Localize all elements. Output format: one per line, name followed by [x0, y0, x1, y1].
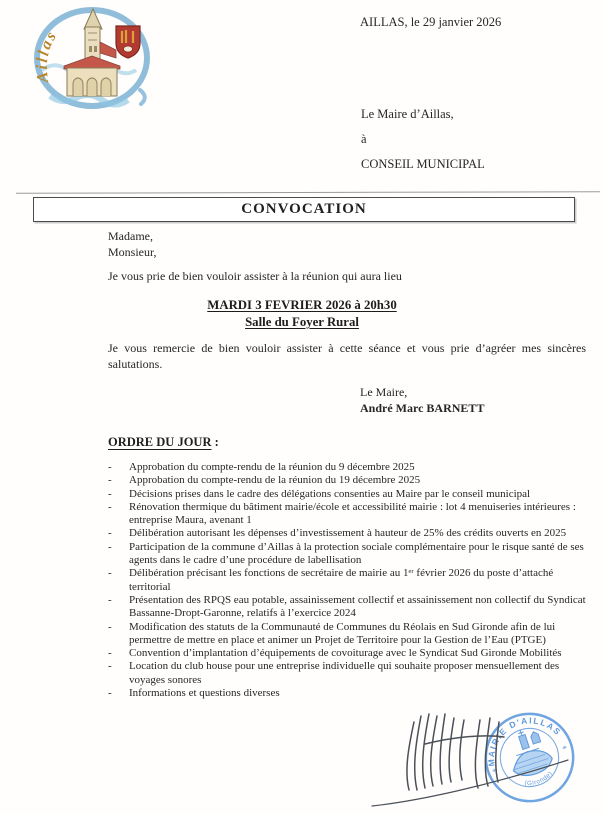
stamp-star-right: *	[561, 743, 570, 756]
agenda-item: - Délibération autorisant les dépenses d’investissement à hauteur de 25% des crédits ouverts en 2025	[108, 527, 567, 540]
stamp-bottom-text: (Gironde)	[524, 770, 555, 788]
agenda-item: - Participation de la commune d’Aillas à la protection sociale complémentaire pour le risque santé de ses agents dans le cadre d’une procédure de labellisation	[108, 540, 584, 567]
agenda-heading-text: ORDRE DU JOUR	[108, 435, 212, 449]
signatory-block	[360, 384, 484, 416]
agenda-item: - Location du club house pour une entreprise individuelle qui souhaite proposer mensuellement des voyages sonores	[108, 660, 560, 686]
meeting-details	[0, 297, 604, 331]
meeting-datetime: MARDI 3 FEVRIER 2026 à 20h30	[207, 298, 397, 312]
list-dash: -	[108, 687, 112, 700]
logo-shield	[116, 26, 140, 58]
salutation-monsieur: Monsieur,	[108, 245, 157, 259]
meeting-location: Salle du Foyer Rural	[245, 315, 359, 329]
salutation-block	[108, 228, 157, 260]
recipient-block	[361, 106, 485, 181]
commune-logo	[26, 6, 158, 114]
salutation-madame: Madame,	[108, 229, 153, 243]
agenda-item: - Modification des statuts de la Communauté de Communes du Réolais en Sud Gironde afin de lui permettre de mettre en place et animer un Projet de Territoire pour la Gestion de l’Eau (PTGE)	[108, 620, 556, 646]
list-dash: -	[108, 474, 112, 487]
mayor-signature	[368, 700, 586, 812]
scan-artifact-line	[16, 191, 600, 194]
list-dash: -	[108, 527, 112, 540]
agenda-item: - Délibération précisant les fonctions de secrétaire de mairie au 1ᵉʳ février 2026 du poste d’attaché territorial	[108, 567, 554, 593]
recipient-to: à	[361, 132, 367, 146]
agenda-heading-colon: :	[211, 435, 219, 449]
list-dash: -	[108, 593, 112, 606]
letter-date: AILLAS, le 29 janvier 2026	[360, 15, 502, 29]
list-dash: -	[108, 660, 112, 673]
agenda-item: - Présentation des RPQS eau potable, assainissement collectif et assainissement non collectif du Syndicat Bassanne-Dropt-Garonne, relatifs à l’exercice 2024	[108, 593, 586, 620]
closing-paragraph: Je vous remercie de bien vouloir assister à cette séance et vous prie d’agréer mes sincères salutations.	[108, 341, 586, 371]
list-dash: -	[108, 461, 112, 473]
agenda-item: - Approbation du compte-rendu de la réunion du 19 décembre 2025	[108, 474, 421, 487]
agenda-item: - Rénovation thermique du bâtiment mairie/école et accessibilité mairie : lot 4 menuiseries intérieures : entreprise Maura, avenant 1	[108, 500, 576, 527]
agenda-item: - Décisions prises dans le cadre des délégations consenties au Maire par le conseil municipal	[108, 487, 531, 500]
agenda-item: - Convention d’implantation d’équipements de covoiturage avec le Syndicat Sud Gironde Mobilités	[108, 647, 562, 660]
signatory-title: Le Maire,	[360, 385, 408, 399]
list-dash: -	[108, 620, 112, 633]
list-dash: -	[108, 567, 112, 580]
agenda-heading	[108, 435, 219, 450]
logo-church-roof	[64, 56, 120, 69]
intro-paragraph: Je vous prie de bien vouloir assister à la réunion qui aura lieu	[108, 269, 402, 283]
list-dash: -	[108, 500, 112, 513]
stamp-top-text: MAIRIE D'AILLAS	[486, 715, 564, 767]
agenda-list	[108, 461, 586, 700]
list-dash: -	[108, 540, 112, 553]
agenda-item: - Informations et questions diverses	[108, 687, 280, 700]
list-dash: -	[108, 487, 112, 500]
logo-name-text: Aillas	[33, 27, 61, 84]
list-dash: -	[108, 647, 112, 660]
convocation-title-box	[33, 197, 575, 222]
agenda-item: - Approbation du compte-rendu de la réunion du 9 décembre 2025	[108, 461, 415, 473]
signatory-name: André Marc BARNETT	[360, 401, 485, 415]
recipient-addressee: CONSEIL MUNICIPAL	[361, 157, 485, 171]
stamp-star-left: *	[491, 766, 500, 779]
recipient-sender: Le Maire d’Aillas,	[361, 107, 454, 121]
page-title: CONVOCATION	[241, 201, 367, 217]
